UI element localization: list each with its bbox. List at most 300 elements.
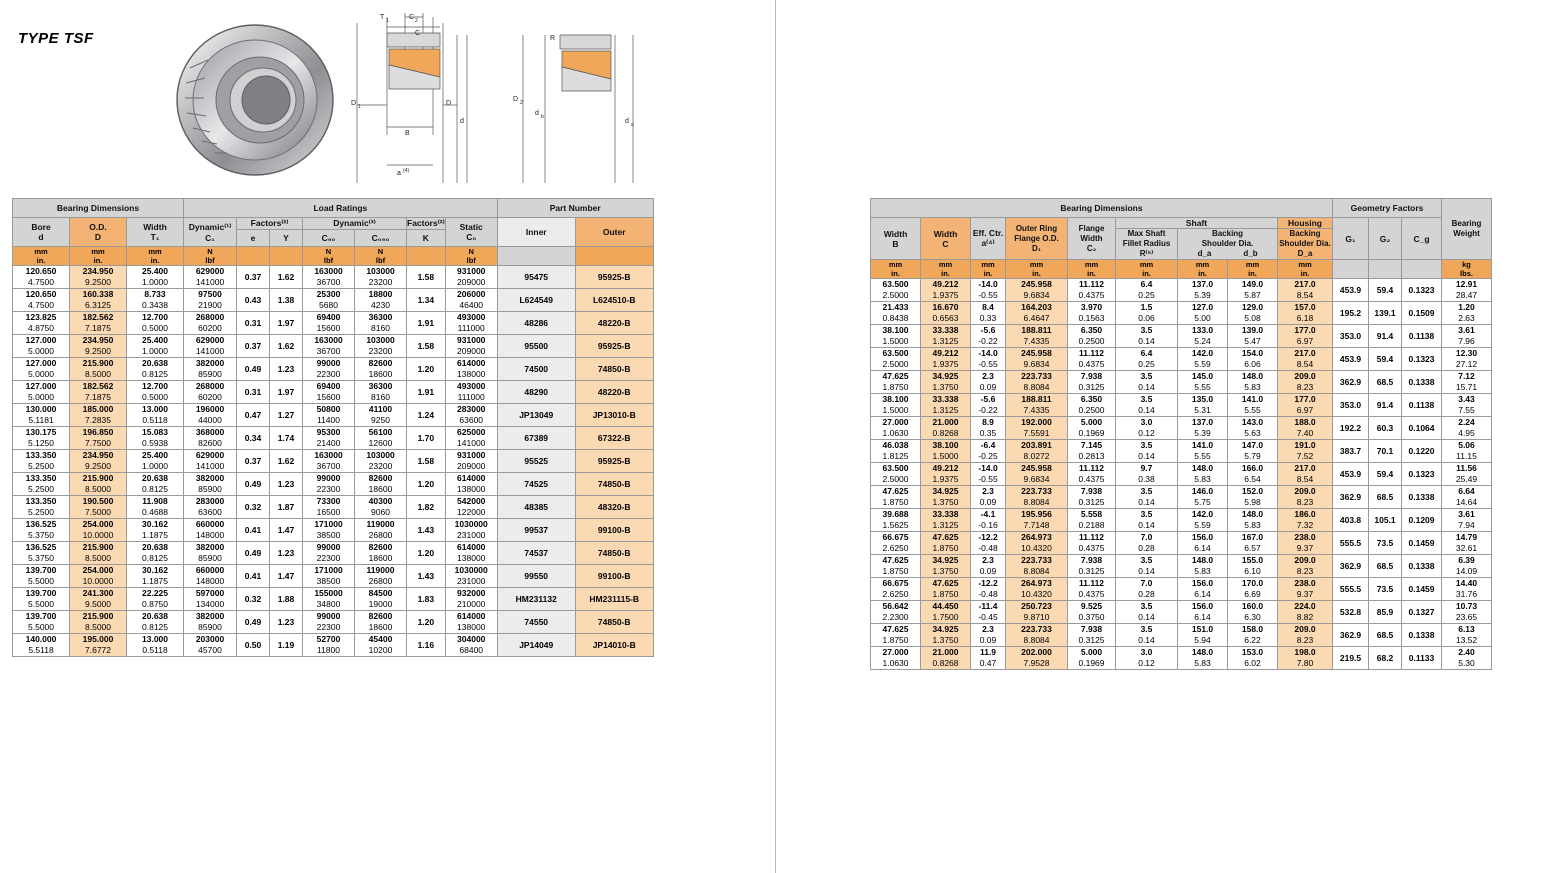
data-cell: 1.23: [270, 542, 303, 565]
data-cell: 453.9: [1333, 463, 1369, 486]
data-cell: 188.0 7.40: [1278, 417, 1333, 440]
table-row[interactable]: [871, 647, 1492, 670]
data-cell: 14.79 32.61: [1442, 532, 1492, 555]
data-cell: 254.000 10.0000: [70, 565, 127, 588]
data-cell: 1030000 231000: [445, 565, 497, 588]
data-cell: -12.2 -0.48: [971, 578, 1006, 601]
data-cell: 0.41: [237, 565, 270, 588]
data-cell: 36300 8160: [355, 312, 407, 335]
data-cell: 215.900 8.5000: [70, 473, 127, 496]
data-cell: 614000 138000: [445, 358, 497, 381]
data-cell: 136.525 5.3750: [13, 519, 70, 542]
table-row[interactable]: [871, 302, 1492, 325]
col-bearing-weight: Bearing Weight: [1451, 219, 1482, 238]
data-cell: 1.34: [407, 289, 446, 312]
data-cell: 47.625 1.8750: [871, 555, 921, 578]
table-row[interactable]: [871, 417, 1492, 440]
page-title: TYPE TSF: [18, 30, 94, 47]
svg-text:C: C: [415, 30, 421, 37]
table-row[interactable]: [13, 335, 654, 358]
data-cell: 20.638 0.8125: [127, 473, 184, 496]
data-cell: 133.350 5.2500: [13, 496, 70, 519]
data-cell: 74500: [497, 358, 575, 381]
data-cell: 629000 141000: [184, 266, 237, 289]
data-cell: 16.670 0.6563: [921, 302, 971, 325]
data-cell: 74850-B: [575, 542, 653, 565]
table-row[interactable]: [13, 519, 654, 542]
data-cell: 254.000 10.0000: [70, 519, 127, 542]
data-cell: 453.9: [1333, 348, 1369, 371]
col-width-b-sym: B: [892, 238, 899, 249]
data-cell: 382000 85900: [184, 542, 237, 565]
col-dynamic1: Dynamic⁽¹⁾: [188, 221, 232, 232]
data-cell: 103000 23200: [355, 335, 407, 358]
table-row[interactable]: [871, 279, 1492, 302]
data-cell: 22.225 0.8750: [127, 588, 184, 611]
left-data-table: [12, 198, 654, 657]
data-cell: 1.43: [407, 519, 446, 542]
data-cell: 368000 82600: [184, 427, 237, 450]
data-cell: 5.000 0.1969: [1068, 647, 1116, 670]
data-cell: 195.2: [1333, 302, 1369, 325]
data-cell: 2.3 0.09: [971, 371, 1006, 394]
data-cell: HM231132: [497, 588, 575, 611]
data-cell: 82600 18600: [355, 358, 407, 381]
table-row[interactable]: [13, 473, 654, 496]
data-cell: 136.525 5.3750: [13, 542, 70, 565]
data-cell: 2.3 0.09: [971, 624, 1006, 647]
data-cell: 1.91: [407, 381, 446, 404]
table-row[interactable]: [13, 427, 654, 450]
data-cell: 152.0 5.98: [1228, 486, 1278, 509]
table-row[interactable]: [871, 394, 1492, 417]
data-cell: 3.61 7.96: [1442, 325, 1492, 348]
unit-cell: mm in.: [1278, 260, 1333, 279]
col-outer-ring-2: Flange O.D.: [1014, 233, 1059, 243]
unit-cell: mm in.: [921, 260, 971, 279]
data-cell: 453.9: [1333, 279, 1369, 302]
table-row[interactable]: [871, 486, 1492, 509]
table-row[interactable]: [13, 496, 654, 519]
data-cell: 2.24 4.95: [1442, 417, 1492, 440]
data-cell: 1.62: [270, 450, 303, 473]
table-row[interactable]: [871, 348, 1492, 371]
data-cell: 148.0 5.83: [1228, 371, 1278, 394]
col-outer-ring: Outer Ring: [1015, 223, 1058, 233]
data-cell: 3.43 7.55: [1442, 394, 1492, 417]
data-cell: 36300 8160: [355, 381, 407, 404]
unit-cell: [575, 247, 653, 266]
data-cell: 1.38: [270, 289, 303, 312]
data-cell: 103000 23200: [355, 266, 407, 289]
data-cell: 68.5: [1369, 486, 1402, 509]
data-cell: 660000 148000: [184, 565, 237, 588]
data-cell: 0.1323: [1402, 279, 1442, 302]
data-cell: 163000 36700: [303, 266, 355, 289]
data-cell: 0.34: [237, 427, 270, 450]
data-cell: 140.000 5.5118: [13, 634, 70, 657]
data-cell: 1.20: [407, 358, 446, 381]
col-housing-sym: D_a: [1297, 249, 1313, 258]
data-cell: 3.0 0.12: [1116, 647, 1178, 670]
table-row[interactable]: [13, 312, 654, 335]
data-cell: 1.74: [270, 427, 303, 450]
data-cell: 166.0 6.54: [1228, 463, 1278, 486]
data-cell: 148.0 5.83: [1178, 647, 1228, 670]
data-cell: 209.0 8.23: [1278, 624, 1333, 647]
data-cell: 12.700 0.5000: [127, 312, 184, 335]
data-cell: 47.625 1.8750: [921, 532, 971, 555]
data-cell: 39.688 1.5625: [871, 509, 921, 532]
data-cell: 5.06 11.15: [1442, 440, 1492, 463]
data-cell: 156.0 6.14: [1178, 532, 1228, 555]
data-cell: 137.0 5.39: [1178, 417, 1228, 440]
data-cell: 7.938 0.3125: [1068, 555, 1116, 578]
data-cell: 11.9 0.47: [971, 647, 1006, 670]
data-cell: 63.500 2.5000: [871, 463, 921, 486]
group-part-number: Part Number: [497, 199, 653, 218]
data-cell: 3.61 7.94: [1442, 509, 1492, 532]
data-cell: 155.0 6.10: [1228, 555, 1278, 578]
data-cell: 38.100 1.5000: [871, 394, 921, 417]
data-cell: 0.1338: [1402, 371, 1442, 394]
data-cell: 7.12 15.71: [1442, 371, 1492, 394]
data-cell: 555.5: [1333, 532, 1369, 555]
data-cell: 47.625 1.8750: [871, 371, 921, 394]
table-row[interactable]: [871, 555, 1492, 578]
data-cell: 130.000 5.1181: [13, 404, 70, 427]
table-row[interactable]: [13, 381, 654, 404]
data-cell: 0.1327: [1402, 601, 1442, 624]
data-cell: 224.0 8.82: [1278, 601, 1333, 624]
col-static: Static: [459, 222, 483, 232]
unit-cell: mm in.: [1178, 260, 1228, 279]
data-cell: 14.40 31.76: [1442, 578, 1492, 601]
table-row[interactable]: [13, 266, 654, 289]
page-divider: [775, 0, 776, 873]
data-cell: 362.9: [1333, 624, 1369, 647]
data-cell: 56.642 2.2300: [871, 601, 921, 624]
data-cell: 95525: [497, 450, 575, 473]
table-row[interactable]: [871, 532, 1492, 555]
data-cell: 2.40 5.30: [1442, 647, 1492, 670]
data-cell: 0.1209: [1402, 509, 1442, 532]
data-cell: 8.4 0.33: [971, 302, 1006, 325]
data-cell: 1.58: [407, 335, 446, 358]
data-cell: 41100 9250: [355, 404, 407, 427]
data-cell: 362.9: [1333, 555, 1369, 578]
data-cell: 188.811 7.4335: [1006, 394, 1068, 417]
data-cell: 7.0 0.28: [1116, 532, 1178, 555]
table-row[interactable]: [13, 634, 654, 657]
table-row[interactable]: [871, 325, 1492, 348]
data-cell: 5.558 0.2188: [1068, 509, 1116, 532]
table-row[interactable]: [871, 463, 1492, 486]
data-cell: 493000 111000: [445, 381, 497, 404]
data-cell: 283000 63600: [184, 496, 237, 519]
data-cell: 10.73 23.65: [1442, 601, 1492, 624]
data-cell: 99550: [497, 565, 575, 588]
data-cell: 219.5: [1333, 647, 1369, 670]
data-cell: 3.5 0.14: [1116, 555, 1178, 578]
data-cell: 59.4: [1369, 279, 1402, 302]
svg-text:(4): (4): [403, 168, 410, 174]
table-row[interactable]: [13, 542, 654, 565]
data-cell: 215.900 8.5000: [70, 358, 127, 381]
col-da: d_a: [1197, 249, 1212, 258]
data-cell: 0.1133: [1402, 647, 1442, 670]
data-cell: 146.0 5.75: [1178, 486, 1228, 509]
data-cell: 74537: [497, 542, 575, 565]
data-cell: 1.91: [407, 312, 446, 335]
data-cell: 629000 141000: [184, 450, 237, 473]
svg-text:D: D: [513, 96, 519, 103]
data-cell: 245.958 9.6834: [1006, 463, 1068, 486]
data-cell: 203000 45700: [184, 634, 237, 657]
data-cell: 6.350 0.2500: [1068, 325, 1116, 348]
col-cg: C_g: [1402, 218, 1442, 260]
data-cell: -6.4 -0.25: [971, 440, 1006, 463]
data-cell: 170.0 6.69: [1228, 578, 1278, 601]
data-cell: 177.0 6.97: [1278, 394, 1333, 417]
svg-text:2: 2: [415, 18, 418, 24]
group-bearing-dimensions: Bearing Dimensions: [13, 199, 184, 218]
col-flange: Flange: [1078, 223, 1105, 233]
data-cell: 0.49: [237, 542, 270, 565]
data-cell: 6.4 0.25: [1116, 279, 1178, 302]
unit-cell: mm in.: [13, 247, 70, 266]
data-cell: 1.58: [407, 266, 446, 289]
data-cell: 238.0 9.37: [1278, 532, 1333, 555]
table-row[interactable]: [13, 611, 654, 634]
data-cell: 47.625 1.8750: [921, 578, 971, 601]
data-cell: 7.145 0.2813: [1068, 440, 1116, 463]
data-cell: 82600 18600: [355, 542, 407, 565]
data-cell: 48286: [497, 312, 575, 335]
data-cell: 625000 141000: [445, 427, 497, 450]
data-cell: 1.20: [407, 611, 446, 634]
group-geometry-factors: Geometry Factors: [1333, 199, 1442, 218]
data-cell: 68.5: [1369, 624, 1402, 647]
table-row[interactable]: [13, 565, 654, 588]
data-cell: 163000 36700: [303, 335, 355, 358]
col-db: d_b: [1243, 249, 1258, 258]
data-cell: 2.3 0.09: [971, 486, 1006, 509]
data-cell: 30.162 1.1875: [127, 565, 184, 588]
data-cell: 68.2: [1369, 647, 1402, 670]
data-cell: 127.0 5.00: [1178, 302, 1228, 325]
table-row[interactable]: [13, 588, 654, 611]
data-cell: 9.525 0.3750: [1068, 601, 1116, 624]
data-cell: 11.112 0.4375: [1068, 463, 1116, 486]
data-cell: 1.97: [270, 312, 303, 335]
data-cell: 47.625 1.8750: [871, 624, 921, 647]
col-od-sym: D: [94, 232, 102, 242]
bearing-illustration: [160, 8, 350, 188]
data-cell: 142.0 5.59: [1178, 348, 1228, 371]
data-cell: 156.0 6.14: [1178, 578, 1228, 601]
data-cell: 163000 36700: [303, 450, 355, 473]
data-cell: 597000 134000: [184, 588, 237, 611]
data-cell: 382000 85900: [184, 473, 237, 496]
data-cell: 0.41: [237, 519, 270, 542]
data-cell: 119000 26800: [355, 519, 407, 542]
svg-text:d: d: [625, 118, 629, 125]
col-width: Width: [143, 222, 167, 232]
data-cell: 0.43: [237, 289, 270, 312]
table-row[interactable]: [13, 450, 654, 473]
data-cell: 532.8: [1333, 601, 1369, 624]
data-cell: 0.32: [237, 496, 270, 519]
data-cell: 21.000 0.8268: [921, 647, 971, 670]
group-factors-1: Factors⁽²⁾: [237, 218, 303, 230]
data-cell: -11.4 -0.45: [971, 601, 1006, 624]
data-cell: 139.0 5.47: [1228, 325, 1278, 348]
unit-cell: kg lbs.: [1442, 260, 1492, 279]
unit-cell: mm in.: [127, 247, 184, 266]
data-cell: 182.562 7.1875: [70, 381, 127, 404]
data-cell: 141.0 5.55: [1178, 440, 1228, 463]
data-cell: 234.950 9.2500: [70, 450, 127, 473]
data-cell: 3.0 0.12: [1116, 417, 1178, 440]
data-cell: 3.5 0.14: [1116, 486, 1178, 509]
data-cell: 6.350 0.2500: [1068, 394, 1116, 417]
data-cell: 0.1338: [1402, 486, 1442, 509]
data-cell: 0.1064: [1402, 417, 1442, 440]
data-cell: 8.733 0.3438: [127, 289, 184, 312]
data-cell: 143.0 5.63: [1228, 417, 1278, 440]
col-max-shaft-sym: R⁽⁵⁾: [1139, 249, 1154, 258]
svg-text:b: b: [541, 114, 544, 120]
data-cell: 3.5 0.14: [1116, 440, 1178, 463]
data-cell: 1.58: [407, 450, 446, 473]
data-cell: JP14010-B: [575, 634, 653, 657]
data-cell: 48290: [497, 381, 575, 404]
data-cell: 268000 60200: [184, 312, 237, 335]
data-cell: 154.0 6.06: [1228, 348, 1278, 371]
data-cell: 50800 11400: [303, 404, 355, 427]
table-row[interactable]: [871, 624, 1492, 647]
data-cell: 192.2: [1333, 417, 1369, 440]
data-cell: 209.0 8.23: [1278, 486, 1333, 509]
data-cell: 217.0 8.54: [1278, 463, 1333, 486]
svg-text:R: R: [550, 35, 556, 42]
table-row[interactable]: [13, 404, 654, 427]
col-od: O.D.: [89, 222, 107, 232]
data-cell: 353.0: [1333, 325, 1369, 348]
data-cell: 3.5 0.14: [1116, 624, 1178, 647]
data-cell: 44.450 1.7500: [921, 601, 971, 624]
col-eff-ctr: Eff. Ctr.: [972, 228, 1004, 238]
data-cell: JP13010-B: [575, 404, 653, 427]
col-bore-sym: d: [38, 232, 44, 242]
data-cell: 209.0 8.23: [1278, 371, 1333, 394]
data-cell: 7.0 0.28: [1116, 578, 1178, 601]
data-cell: 203.891 8.0272: [1006, 440, 1068, 463]
table-row[interactable]: [13, 358, 654, 381]
svg-text:C: C: [409, 14, 415, 21]
left-units-row: [13, 247, 654, 266]
data-cell: 99100-B: [575, 519, 653, 542]
data-cell: 157.0 6.18: [1278, 302, 1333, 325]
data-cell: 137.0 5.39: [1178, 279, 1228, 302]
col-g2: G₂: [1369, 218, 1402, 260]
data-cell: 21.000 0.8268: [921, 417, 971, 440]
data-cell: 84500 19000: [355, 588, 407, 611]
col-housing-backing: Backing: [1289, 229, 1321, 238]
data-cell: 66.675 2.6250: [871, 532, 921, 555]
data-cell: 18800 4230: [355, 289, 407, 312]
data-cell: 25.400 1.0000: [127, 450, 184, 473]
group-housing: Housing: [1278, 218, 1333, 229]
data-cell: 12.700 0.5000: [127, 381, 184, 404]
unit-cell: mm in.: [871, 260, 921, 279]
data-cell: 133.0 5.24: [1178, 325, 1228, 348]
table-row[interactable]: [871, 578, 1492, 601]
unit-cell: [237, 247, 270, 266]
data-cell: 48385: [497, 496, 575, 519]
table-row[interactable]: [871, 440, 1492, 463]
data-cell: 6.13 13.52: [1442, 624, 1492, 647]
data-cell: 1.70: [407, 427, 446, 450]
unit-cell: mm in.: [1228, 260, 1278, 279]
svg-text:D: D: [351, 100, 357, 107]
col-backing: Backing: [1211, 229, 1244, 238]
table-row[interactable]: [13, 289, 654, 312]
table-row[interactable]: [871, 601, 1492, 624]
col-max-shaft-2: Fillet Radius: [1122, 239, 1171, 248]
data-cell: 25.400 1.0000: [127, 266, 184, 289]
data-cell: 264.973 10.4320: [1006, 532, 1068, 555]
table-row[interactable]: [871, 509, 1492, 532]
unit-cell: N lbf: [184, 247, 237, 266]
data-cell: 33.338 1.3125: [921, 394, 971, 417]
data-cell: 130.175 5.1250: [13, 427, 70, 450]
data-cell: 1.83: [407, 588, 446, 611]
data-cell: 0.50: [237, 634, 270, 657]
data-cell: 353.0: [1333, 394, 1369, 417]
data-cell: HM231115-B: [575, 588, 653, 611]
data-cell: 245.958 9.6834: [1006, 279, 1068, 302]
data-cell: 1.27: [270, 404, 303, 427]
data-cell: 223.733 8.8084: [1006, 624, 1068, 647]
data-cell: 250.723 9.8710: [1006, 601, 1068, 624]
data-cell: 195.956 7.7148: [1006, 509, 1068, 532]
data-cell: 95500: [497, 335, 575, 358]
col-c90: C₉₀: [303, 230, 355, 247]
data-cell: 105.1: [1369, 509, 1402, 532]
data-cell: 66.675 2.6250: [871, 578, 921, 601]
col-bore: Bore: [31, 222, 51, 232]
table-row[interactable]: [871, 371, 1492, 394]
data-cell: 74525: [497, 473, 575, 496]
data-cell: 196000 44000: [184, 404, 237, 427]
data-cell: 3.5 0.14: [1116, 325, 1178, 348]
data-cell: 1030000 231000: [445, 519, 497, 542]
col-flange-2: Width: [1080, 233, 1103, 243]
data-cell: 1.23: [270, 358, 303, 381]
data-cell: 1.47: [270, 519, 303, 542]
data-cell: 147.0 5.79: [1228, 440, 1278, 463]
data-cell: 1.20: [407, 473, 446, 496]
data-cell: 1.5 0.06: [1116, 302, 1178, 325]
data-cell: 217.0 8.54: [1278, 348, 1333, 371]
svg-text:a: a: [631, 122, 634, 128]
svg-text:1: 1: [358, 104, 361, 110]
data-cell: 493000 111000: [445, 312, 497, 335]
unit-cell: [1369, 260, 1402, 279]
data-cell: -4.1 -0.16: [971, 509, 1006, 532]
